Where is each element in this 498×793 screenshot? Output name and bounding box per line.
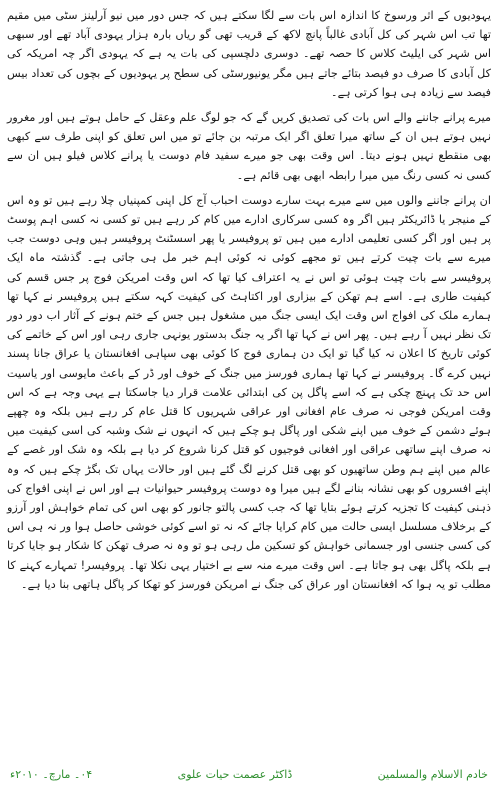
footer-date: ۰۴۔ مارچ۔ ۲۰۱۰ء xyxy=(10,767,93,781)
article-paragraph-1: یہودیوں کے اثر ورسوخ کا اندازہ اس بات سے لگا سکتے ہیں کہ جس دور میں نیو آرلینز سٹی میں مقیم تھا تب اس شہر کی کل آبادی غالباً پانچ لاکھ کے قریب تھی گو ریاں بارہ ہزار یہودی آباد تھے اور سبھی اس شہر کی ایلیٹ کلاس کا حصہ تھے۔ دوسری دلچسپی کی بات یہ ہے کہ یہودی اگر چہ امریکہ کی کل آبادی کا صرف دو فیصد بتائے جاتے ہیں مگر یونیورسٹی کی سطح پر یہودیوں کے بچوں کی تعداد بیس فیصد سے زیادہ ہی ہوا کرتی ہے۔ xyxy=(7,9,491,99)
article-footer xyxy=(10,764,488,784)
footer-author: ڈاکٹر عصمت حیات علوی xyxy=(177,767,293,781)
footer-signature: خادم الاسلام والمسلمین xyxy=(377,767,488,781)
article-paragraph-2: میرے پرانے جاننے والے اس بات کی تصدیق کریں گے کہ جو لوگ علم وعقل کے حامل ہوتے ہیں اور مغرور نہیں ہوتے ہیں ان کے ساتھ میرا تعلق اگر ایک مرتبہ بن جائے تو میں اس تعلق کو اپنی طرف سے کبھی بھی منقطع نہیں ہونے دیتا۔ اس وقت بھی جو میرے سفید فام دوست یا پرانے کلاس فیلو ہیں ان سے کسی نہ کسی رنگ میں میرا رابطہ ابھی بھی قائم ہے۔ xyxy=(7,111,491,182)
article-paragraph-3: ان پرانے جاننے والوں میں سے میرے بہت سارے دوست احباب آج کل اپنی کمپنیاں چلا رہے ہیں تو وہ اس کے منیجر یا ڈائریکٹر ہیں اگر وہ کسی سرکاری ادارے میں کام کر رہے ہیں تو کسی نہ کسی اہم پوسٹ پر ہیں اور اگر کسی تعلیمی ادارے میں ہیں تو پروفیسر یا پھر اسسٹنٹ پروفیسر ہیں وہی دوست جب میرے سے بات چیت کرتے ہیں تو مجھے کوئی نہ کوئی اہم خبر مل ہی جاتی ہے۔ گذشتہ ماہ ایک پروفیسر سے بات چیت ہوئی تو اس نے یہ اعتراف کیا تھا کہ اس وقت امریکن فوج پر جس قسم کی کیفیت طاری ہے۔ اسے ہم تھکن کے بیزاری اور اکتاہٹ کی کیفیت کہہ سکتے ہیں پروفیسر نے کہا تھا ہمارے ملک کی افواج اس وقت ایک ایسی جنگ میں مشغول ہیں جس کے ختم ہونے کے آثار اب دور دور تک نظر نہیں آ رہے ہیں۔ پھر اس نے کہا تھا اگر یہ جنگ بدستور یونہی جاری رہی اور اس کے خاتمے کی کوئی تاریخ کا اعلان نہ کیا گیا تو ایک دن ہماری فوج کا کوئی بھی سپاہی افغانستان یا عراق جانا پسند نہیں کرے گا۔ پروفیسر نے کہا تھا ہماری فورسز میں جنگ کے خوف اور ڈر کے باعث مایوسی اور یاسیت اس حد تک پہنچ چکی ہے کہ اسے پاگل پن کی ابتدائی علامت قرار دیا جاسکتا ہے یہی وجہ ہے کہ اس وقت امریکن فوجی نہ صرف عام افغانی اور عراقی شہریوں کا قتل عام کر رہے ہیں بلکہ وہ چھپے ہوئے دشمن کے خوف میں اپنے شکی اور پاگل ہو چکے ہیں کہ انہوں نے شک وشبہ کی اسی کیفیت میں نہ صرف اپنے ساتھی عراقی اور افغانی فوجیوں کو قتل کرنا شروع کر دیا ہے بلکہ وہ شک اور غصے کے عالم میں اپنے ہم وطن ساتھیوں کو بھی قتل کرنے لگ گئے ہیں اور حالات یہاں تک بگڑ چکے ہیں کہ وہ اپنے افسروں کو بھی نشانہ بنانے لگے ہیں میرا وہ دوست پروفیسر حیوانیات ہے اور اس نے اپنی افواج کی ذہنی کیفیت کا تجزیہ کرتے ہوئے بتایا تھا کہ جب کسی پالتو جانور کو بھی اس کی تمام خواہش اور آرزو کے برخلاف مسلسل ایسی حالت میں کام کرایا جائے کہ نہ تو اسے کوئی خوشی حاصل ہوا ور نہ ہی اس کی کسی جنسی اور جسمانی خواہش کو تسکین مل رہی ہو تو وہ نہ صرف تھکن کا شکار ہو جایا کرتا ہے بلکہ پاگل بھی ہو جاتا ہے۔ اس وقت میرے منہ سے بے اختیار یہی نکلا تھا۔ پروفیسر! تمہارے کہنے کا مطلب تو یہ ہوا کہ افغانستان اور عراق کی جنگ نے امریکن فورسز کو تھکا کر پاگل ہاتھی بنا دیا ہے۔ xyxy=(7,193,491,591)
